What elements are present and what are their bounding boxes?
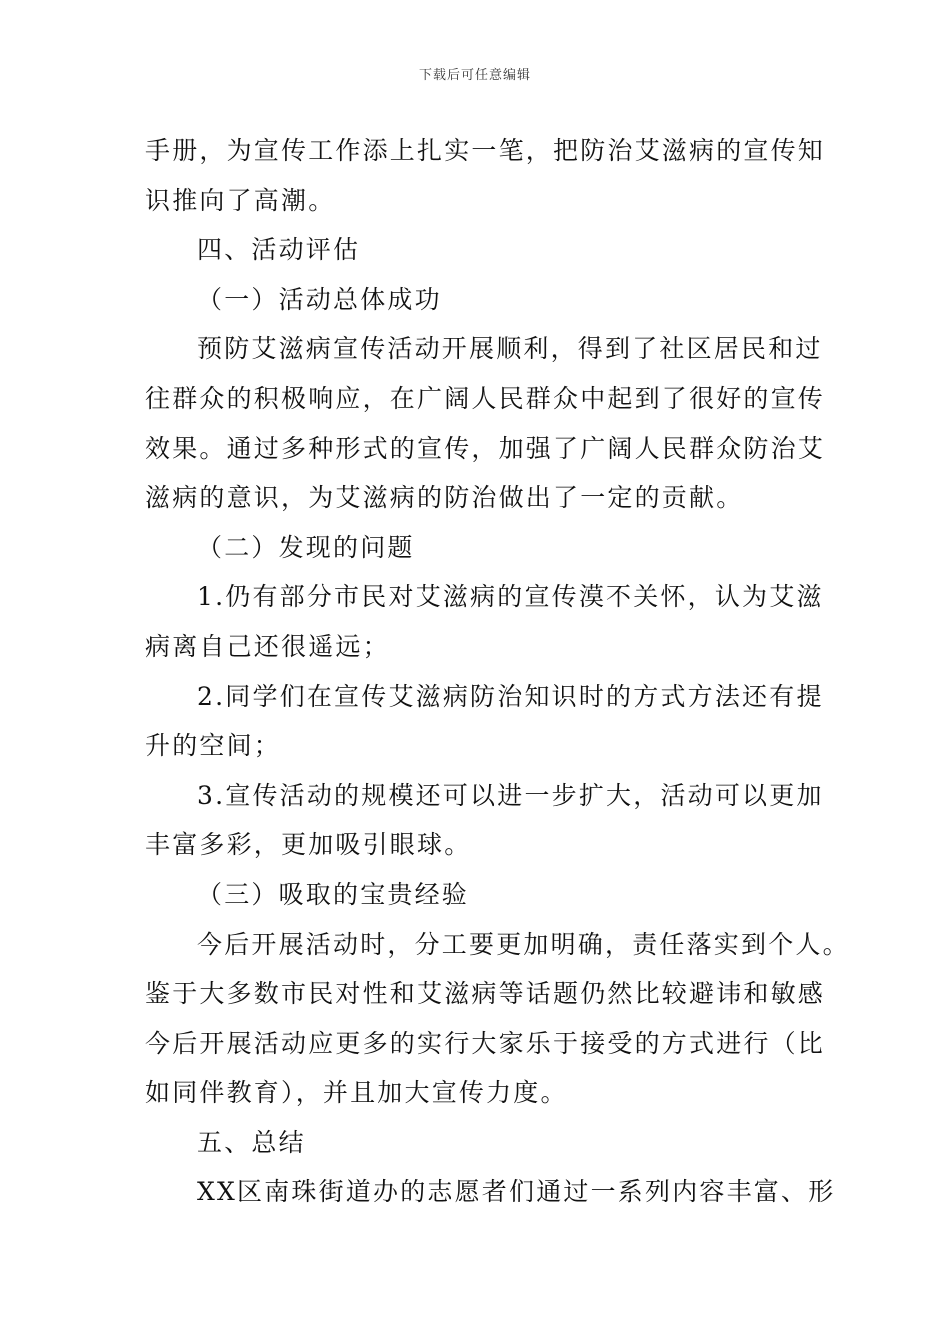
paragraph-start: 预防艾滋病宣传活动开展顺利，得到了社区居民和过 — [197, 334, 823, 364]
text-line: 效果。通过多种形式的宣传，加强了广阔人民群众防治艾 — [145, 433, 826, 463]
page-header: 下载后可任意编辑 — [418, 68, 531, 83]
list-item: 1.仍有部分市民对艾滋病的宣传漠不关怀，认为艾滋 — [197, 582, 824, 612]
section-heading: 五、总结 — [197, 1127, 306, 1157]
text-line: 病离自己还很遥远； — [145, 631, 390, 661]
text-line: 今后开展活动应更多的实行大家乐于接受的方式进行（比 — [145, 1028, 826, 1058]
list-item: 2.同学们在宣传艾滋病防治知识时的方式方法还有提 — [197, 681, 824, 711]
text-line: 丰富多彩，更加吸引眼球。 — [145, 830, 472, 860]
text-line: 如同伴教育），并且加大宣传力度。 — [145, 1078, 568, 1108]
paragraph-start: 今后开展活动时，分工要更加明确，责任落实到个人。 — [197, 929, 850, 959]
text-line: 升的空间； — [145, 731, 282, 761]
list-item: 3.宣传活动的规模还可以进一步扩大，活动可以更加 — [197, 780, 824, 810]
subsection-heading: （二）发现的问题 — [197, 532, 415, 562]
text-line: 手册，为宣传工作添上扎实一笔，把防治艾滋病的宣传知 — [145, 136, 826, 165]
text-line: 滋病的意识，为艾滋病的防治做出了一定的贡献。 — [145, 483, 744, 513]
text-line: 往群众的积极响应，在广阔人民群众中起到了很好的宣传 — [145, 383, 826, 413]
subsection-heading: （三）吸取的宝贵经验 — [197, 879, 470, 909]
text-line: 鉴于大多数市民对性和艾滋病等话题仍然比较避讳和敏感 — [145, 979, 826, 1009]
paragraph-start: XX区南珠街道办的志愿者们通过一系列内容丰富、形 — [197, 1177, 836, 1207]
section-heading: 四、活动评估 — [197, 235, 361, 265]
text-line: 识推向了高潮。 — [145, 185, 336, 215]
subsection-heading: （一）活动总体成功 — [197, 284, 442, 314]
document-body — [145, 126, 850, 1217]
